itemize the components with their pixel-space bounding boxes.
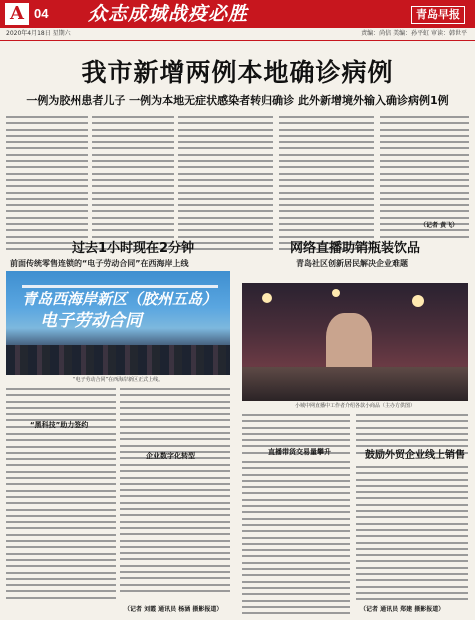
left-story-author: （记者 刘霞 通讯员 杨涵 摄影报道） [124,606,223,613]
left-story-photo [6,271,230,375]
right-story-title: 网络直播助销瓶装饮品 [290,241,421,256]
photo-presenter [326,313,372,373]
editor-line: 责编：尚信 美编：孙平虹 审读：韩世平 [361,30,467,37]
paper-logo: 青岛早报 [411,6,465,24]
left-story-title: 过去1小时现在2分钟 [72,241,195,256]
right-story-subtitle: 青岛社区创新居民解决企业难题 [296,259,408,268]
right-story-column-2b [356,466,468,605]
right-photo-caption: 小城中网直播中工作者介绍各款小商品（主办方供图） [294,403,415,409]
left-photo-caption: “电子劳动合同”在西海岸新区正式上线。 [72,377,164,383]
left-subhead-1: “黑科技”助力签约 [30,421,89,429]
top-story-column-1 [6,116,88,255]
photo-crowd [6,345,230,375]
right-story-photo [242,283,468,401]
top-story-column-4 [279,116,374,255]
photo-lamp [332,289,340,297]
left-subhead-2: 企业数字化转型 [146,452,195,460]
photo-lamp [262,293,272,303]
photo-counter [242,367,468,401]
date-line: 2020年4月18日 星期六 [6,30,71,37]
right-subhead-2: 鼓励外贸企业线上销售 [365,450,465,461]
left-story-column-1b [6,433,116,603]
date-bar [0,28,475,41]
right-story-column-1b [242,461,350,618]
top-story-column-3 [178,116,273,255]
main-headline: 我市新增两例本地确诊病例 [81,58,394,87]
section-letter: A [5,3,29,25]
column-title: 众志成城战疫必胜 [88,3,249,25]
page-number: 04 [34,6,49,21]
top-story-column-2 [92,116,174,255]
sub-headline: 一例为胶州患者儿子 一例为本地无症状感染者转归确诊 此外新增境外输入确诊病例1例 [26,94,449,107]
right-story-author: （记者 通讯员 郑建 摄影报道） [360,606,445,613]
photo-sign-line-1: 青岛西海岸新区（胶州五岛） [22,290,218,308]
left-story-subtitle: 前面传统零售连锁的“电子劳动合同”在西海岸上线 [10,259,189,268]
page-header [0,0,475,28]
right-subhead-1: 直播带货交易量攀升 [268,448,331,456]
photo-lamp [412,295,424,307]
photo-sign [22,285,218,342]
photo-sign-line-2: 电子劳动合同 [40,311,142,331]
left-story-column-2b [120,464,230,596]
top-story-author: （记者 黄飞） [420,222,459,229]
